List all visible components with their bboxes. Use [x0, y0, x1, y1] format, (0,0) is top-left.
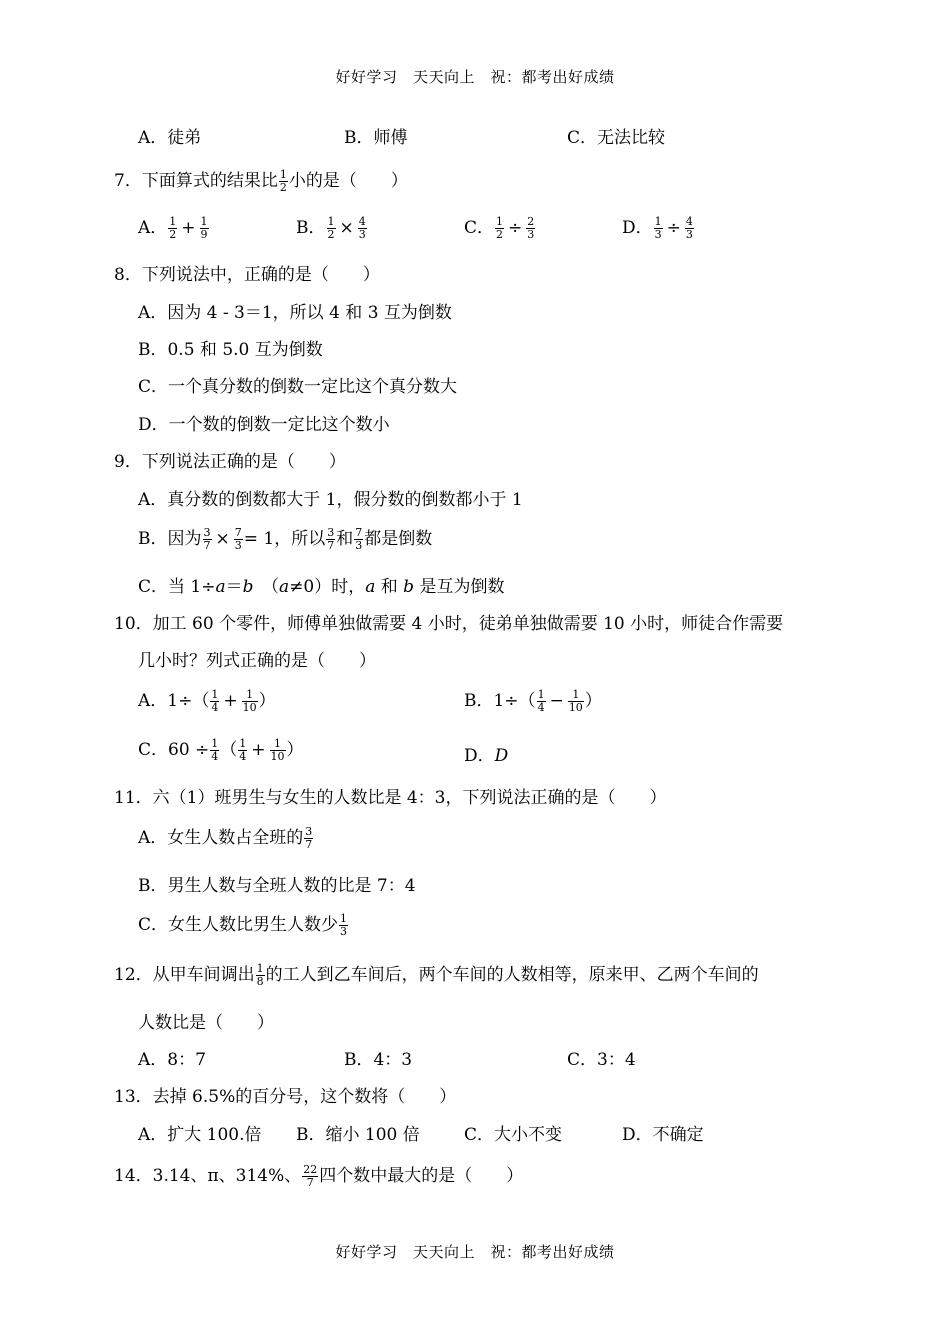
q14-stem: 14．3.14、π、314%、 $\frac{22}{7}$ 四个数中最大的是（ ）	[114, 1163, 524, 1189]
q8-option-b: B．0.5 和 5.0 互为倒数	[138, 340, 323, 360]
q12-stem-line2: 人数比是（ ）	[138, 1013, 274, 1033]
q9-option-c: C．当 1÷a＝b （a≠0）时，a 和 b 是互为倒数	[138, 577, 505, 597]
q13-stem: 13．去掉 6.5%的百分号，这个数将（ ）	[114, 1087, 457, 1107]
q11-option-c: C．女生人数比男生人数少 $\frac{1}{3}$	[138, 912, 348, 938]
q9-option-b: B．因为 $\frac{3}{7}$ × $\frac{7}{3}$ = 1，所以 $\frac{3}{7}$ 和 $\frac{7}{3}$ 都是倒数	[138, 526, 433, 552]
q6-option-c: C．无法比较	[567, 128, 666, 148]
q9-stem: 9．下列说法正确的是（ ）	[114, 452, 346, 472]
q13-option-a: A．扩大 100.倍	[138, 1125, 262, 1145]
q8-stem: 8．下列说法中，正确的是（ ）	[114, 265, 380, 285]
q11-option-b: B．男生人数与全班人数的比是 7：4	[138, 876, 416, 896]
q12-option-b: B．4：3	[344, 1050, 413, 1070]
q12-stem-line1: 12．从甲车间调出 $\frac{1}{8}$ 的工人到乙车间后，两个车间的人数相等，原来甲、乙两个车间的	[114, 962, 759, 988]
q12-option-c: C．3：4	[567, 1050, 636, 1070]
q10-option-d: D．D	[464, 746, 509, 766]
q13-option-d: D．不确定	[622, 1125, 704, 1145]
q6-option-b: B．师傅	[344, 128, 408, 148]
q12-option-a: A．8：7	[138, 1050, 206, 1070]
q7-option-c: C． $\frac{1}{2}$ ÷ $\frac{2}{3}$	[464, 215, 535, 241]
q11-stem: 11．六（1）班男生与女生的人数比是 4：3，下列说法正确的是（ ）	[114, 788, 667, 808]
q6-option-a: A．徒弟	[138, 128, 202, 148]
q7-fraction: $\frac{1}{2}$	[279, 168, 287, 194]
page-footer: 好好学习 天天向上 祝：都考出好成绩	[335, 1243, 615, 1261]
q7-option-d: D． $\frac{1}{3}$ ÷ $\frac{4}{3}$	[622, 215, 693, 241]
q10-option-b: B．1÷（ $\frac{1}{4}$ − $\frac{1}{10}$ ）	[464, 688, 602, 714]
q9-option-a: A．真分数的倒数都大于 1，假分数的倒数都小于 1	[138, 490, 523, 510]
q10-option-a: A．1÷（ $\frac{1}{4}$ + $\frac{1}{10}$ ）	[138, 688, 276, 714]
q10-option-c: C．60 ÷ $\frac{1}{4}$ （ $\frac{1}{4}$ + $\frac{1}{10}$ ）	[138, 737, 304, 763]
q13-option-c: C．大小不变	[464, 1125, 563, 1145]
q8-option-d: D．一个数的倒数一定比这个数小	[138, 415, 390, 435]
q10-stem-line2: 几小时？列式正确的是（ ）	[138, 651, 376, 671]
q11-option-a: A．女生人数占全班的 $\frac{3}{7}$	[138, 825, 313, 851]
q7-option-b: B． $\frac{1}{2}$ × $\frac{4}{3}$	[296, 215, 366, 241]
q13-option-b: B．缩小 100 倍	[296, 1125, 420, 1145]
q8-option-c: C．一个真分数的倒数一定比这个真分数大	[138, 377, 458, 397]
q7-option-a: A． $\frac{1}{2}$ + $\frac{1}{9}$	[138, 215, 208, 241]
q7-stem: 7．下面算式的结果比 $\frac{1}{2}$ 小的是（ ）	[114, 168, 408, 194]
q10-stem-line1: 10．加工 60 个零件，师傅单独做需要 4 小时，徒弟单独做需要 10 小时，师徒合作需要	[114, 614, 784, 634]
q8-option-a: A．因为 4 - 3＝1，所以 4 和 3 互为倒数	[138, 303, 452, 323]
page-header: 好好学习 天天向上 祝：都考出好成绩	[335, 68, 615, 86]
